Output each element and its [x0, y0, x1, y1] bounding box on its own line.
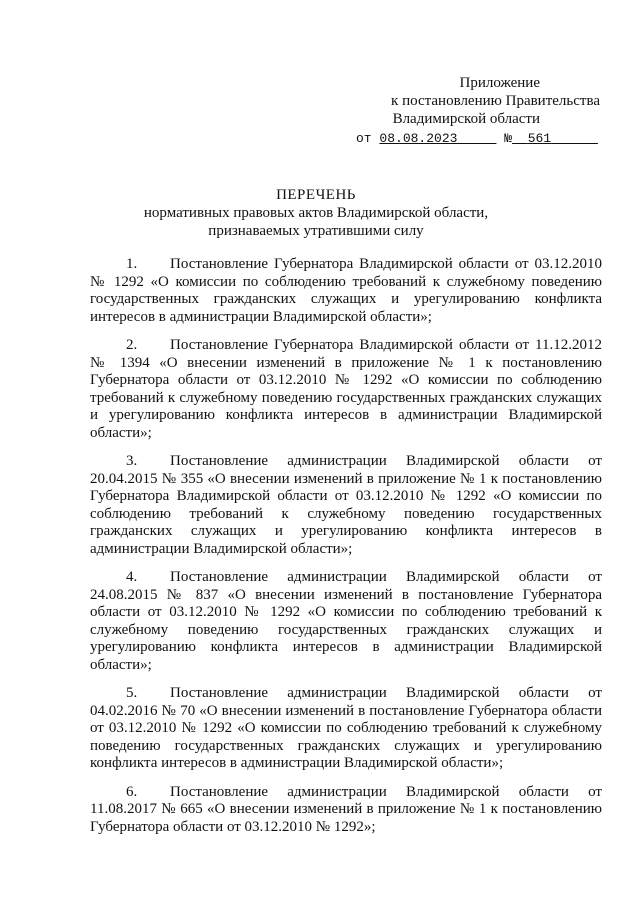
item-number: 1. — [126, 256, 138, 272]
list-item — [90, 256, 602, 326]
appendix-date-line — [350, 130, 610, 148]
number-prefix: № — [504, 131, 513, 146]
item-number: 6. — [126, 783, 138, 800]
item-text: Постановление администрации Владимирской области от 11.08.2017 № 665 «О внесении изменений в приложение № 1 к постановлению Губернатора области от 03.12.2010 № 1292»; — [90, 783, 602, 835]
list-item — [90, 337, 602, 442]
item-text: Постановление Губернатора Владимирской области от 11.12.2012 № 1394 «О внесении изменений в приложение № 1 к постановлению Губернатора области от 03.12.2010 № 1292 «О комиссии по соблюдению требований к служебному поведению государственных гражданских служащих и урегулированию конфликта интересов в администрации Владимирской области»; — [90, 337, 602, 441]
item-text: Постановление администрации Владимирской области от 24.08.2015 № 837 «О внесении изменений в постановление Губернатора области от 03.12.2010 № 1292 «О комиссии по соблюдению требований к служебному поведению государственных гражданских служащих и урегулированию конфликта интересов в администрации Владимирской области»; — [90, 569, 602, 673]
document-date: 08.08.2023 — [379, 131, 458, 146]
item-text: Постановление администрации Владимирской области от 04.02.2016 № 70 «О внесении изменений в постановление Губернатора области от 03.12.2010 № 1292 «О комиссии по соблюдению требований к служебному поведению государственных гражданских служащих и урегулированию конфликта интересов в администрации Владимирской области»; — [90, 685, 602, 771]
item-text: Постановление Губернатора Владимирской области от 03.12.2010 № 1292 «О комиссии по соблюдению требований к служебному поведению государственных гражданских служащих и урегулированию конфликта интересов в администрации Владимирской области»; — [90, 256, 602, 325]
list-item — [90, 569, 602, 674]
list-item — [90, 685, 602, 773]
appendix-reference: к постановлению Правительства — [391, 93, 600, 109]
item-number: 5. — [126, 685, 138, 701]
item-number: 4. — [126, 569, 138, 585]
document-number: 561 — [527, 131, 552, 146]
title-subtitle-line2: признаваемых утратившими силу — [208, 223, 424, 239]
appendix-header — [350, 74, 610, 148]
item-number: 2. — [126, 337, 138, 353]
acts-list — [90, 256, 602, 847]
document-title — [92, 186, 540, 240]
appendix-label: Приложение — [459, 75, 540, 91]
item-text: Постановление администрации Владимирской области от 20.04.2015 № 355 «О внесении изменений в приложение № 1 к постановлению Губернатора Владимирской области от 03.12.2010 № 1292 «О комиссии по соблюдению требований к служебному поведению государственных гражданских служащих и урегулированию конфликта интересов в администрации Владимирской области»; — [90, 453, 602, 557]
date-prefix: от — [356, 131, 372, 146]
appendix-region: Владимирской области — [392, 111, 540, 127]
item-number: 3. — [126, 453, 138, 469]
list-item — [90, 453, 602, 558]
list-item — [90, 784, 602, 837]
title-subtitle-line1: нормативных правовых актов Владимирской области, — [143, 205, 489, 221]
title-heading: ПЕРЕЧЕНЬ — [276, 187, 356, 203]
